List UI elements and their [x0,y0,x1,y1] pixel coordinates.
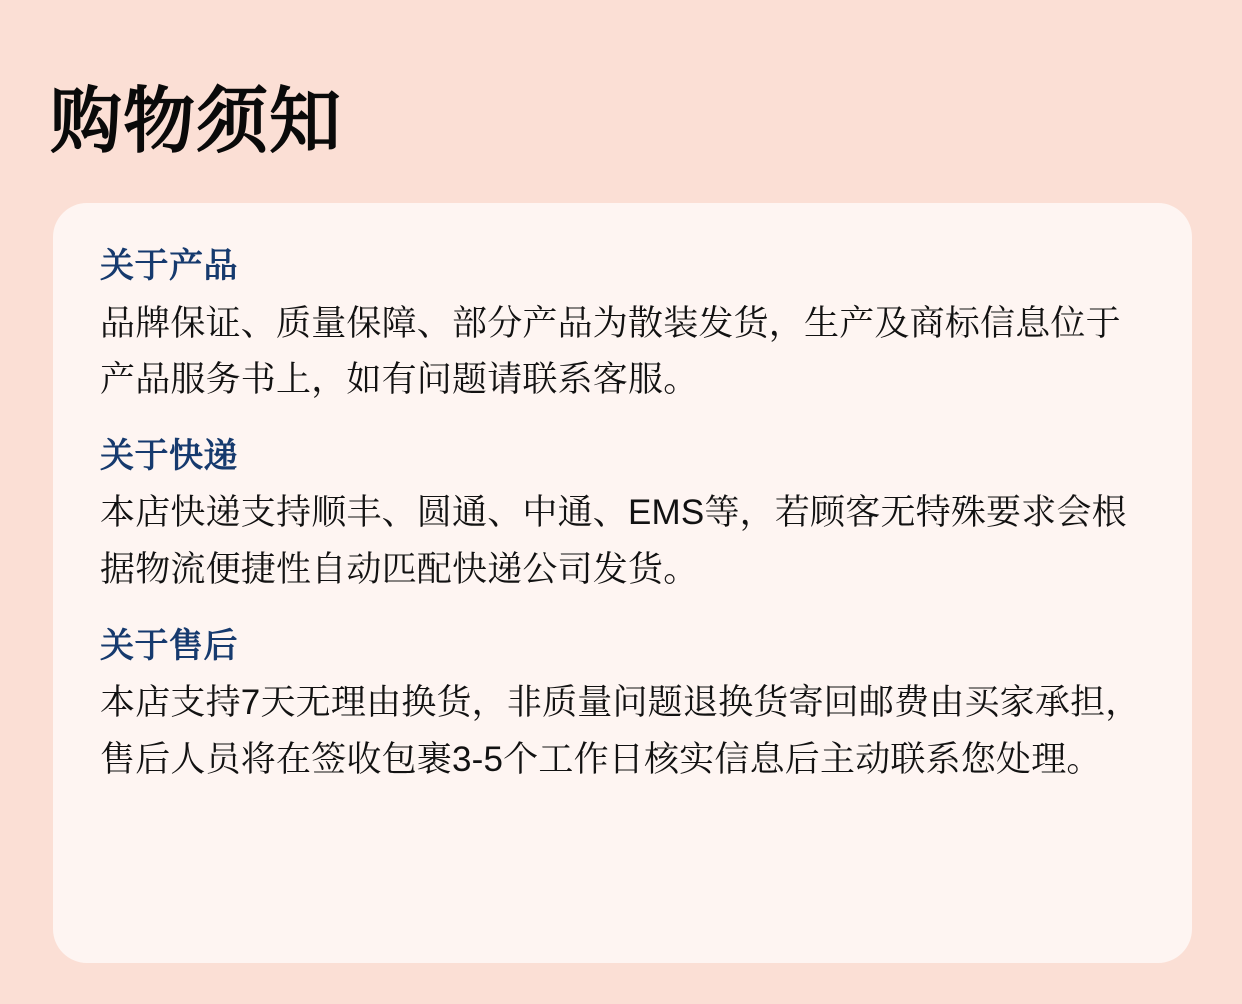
section-body-shipping: 本店快递支持顺丰、圆通、中通、EMS等，若顾客无特殊要求会根据物流便捷性自动匹配快递公司发货。 [100,493,1127,590]
notice-section-product [100,245,1145,409]
notice-section-shipping [100,435,1145,599]
section-heading-shipping: 关于快递 [100,436,238,475]
page-title: 购物须知 [50,82,343,163]
section-body-product: 品牌保证、质量保障、部分产品为散装发货，生产及商标信息位于产品服务书上，如有问题请联系客服。 [100,303,1121,400]
section-heading-product: 关于产品 [100,247,238,285]
notice-card [53,203,1192,963]
notice-section-aftersales [100,625,1145,789]
section-body-aftersales: 本店支持7天无理由换货，非质量问题退换货寄回邮费由买家承担，售后人员将在签收包裹3-5个工作日核实信息后主动联系您处理。 [100,683,1141,779]
section-heading-aftersales: 关于售后 [100,626,238,665]
